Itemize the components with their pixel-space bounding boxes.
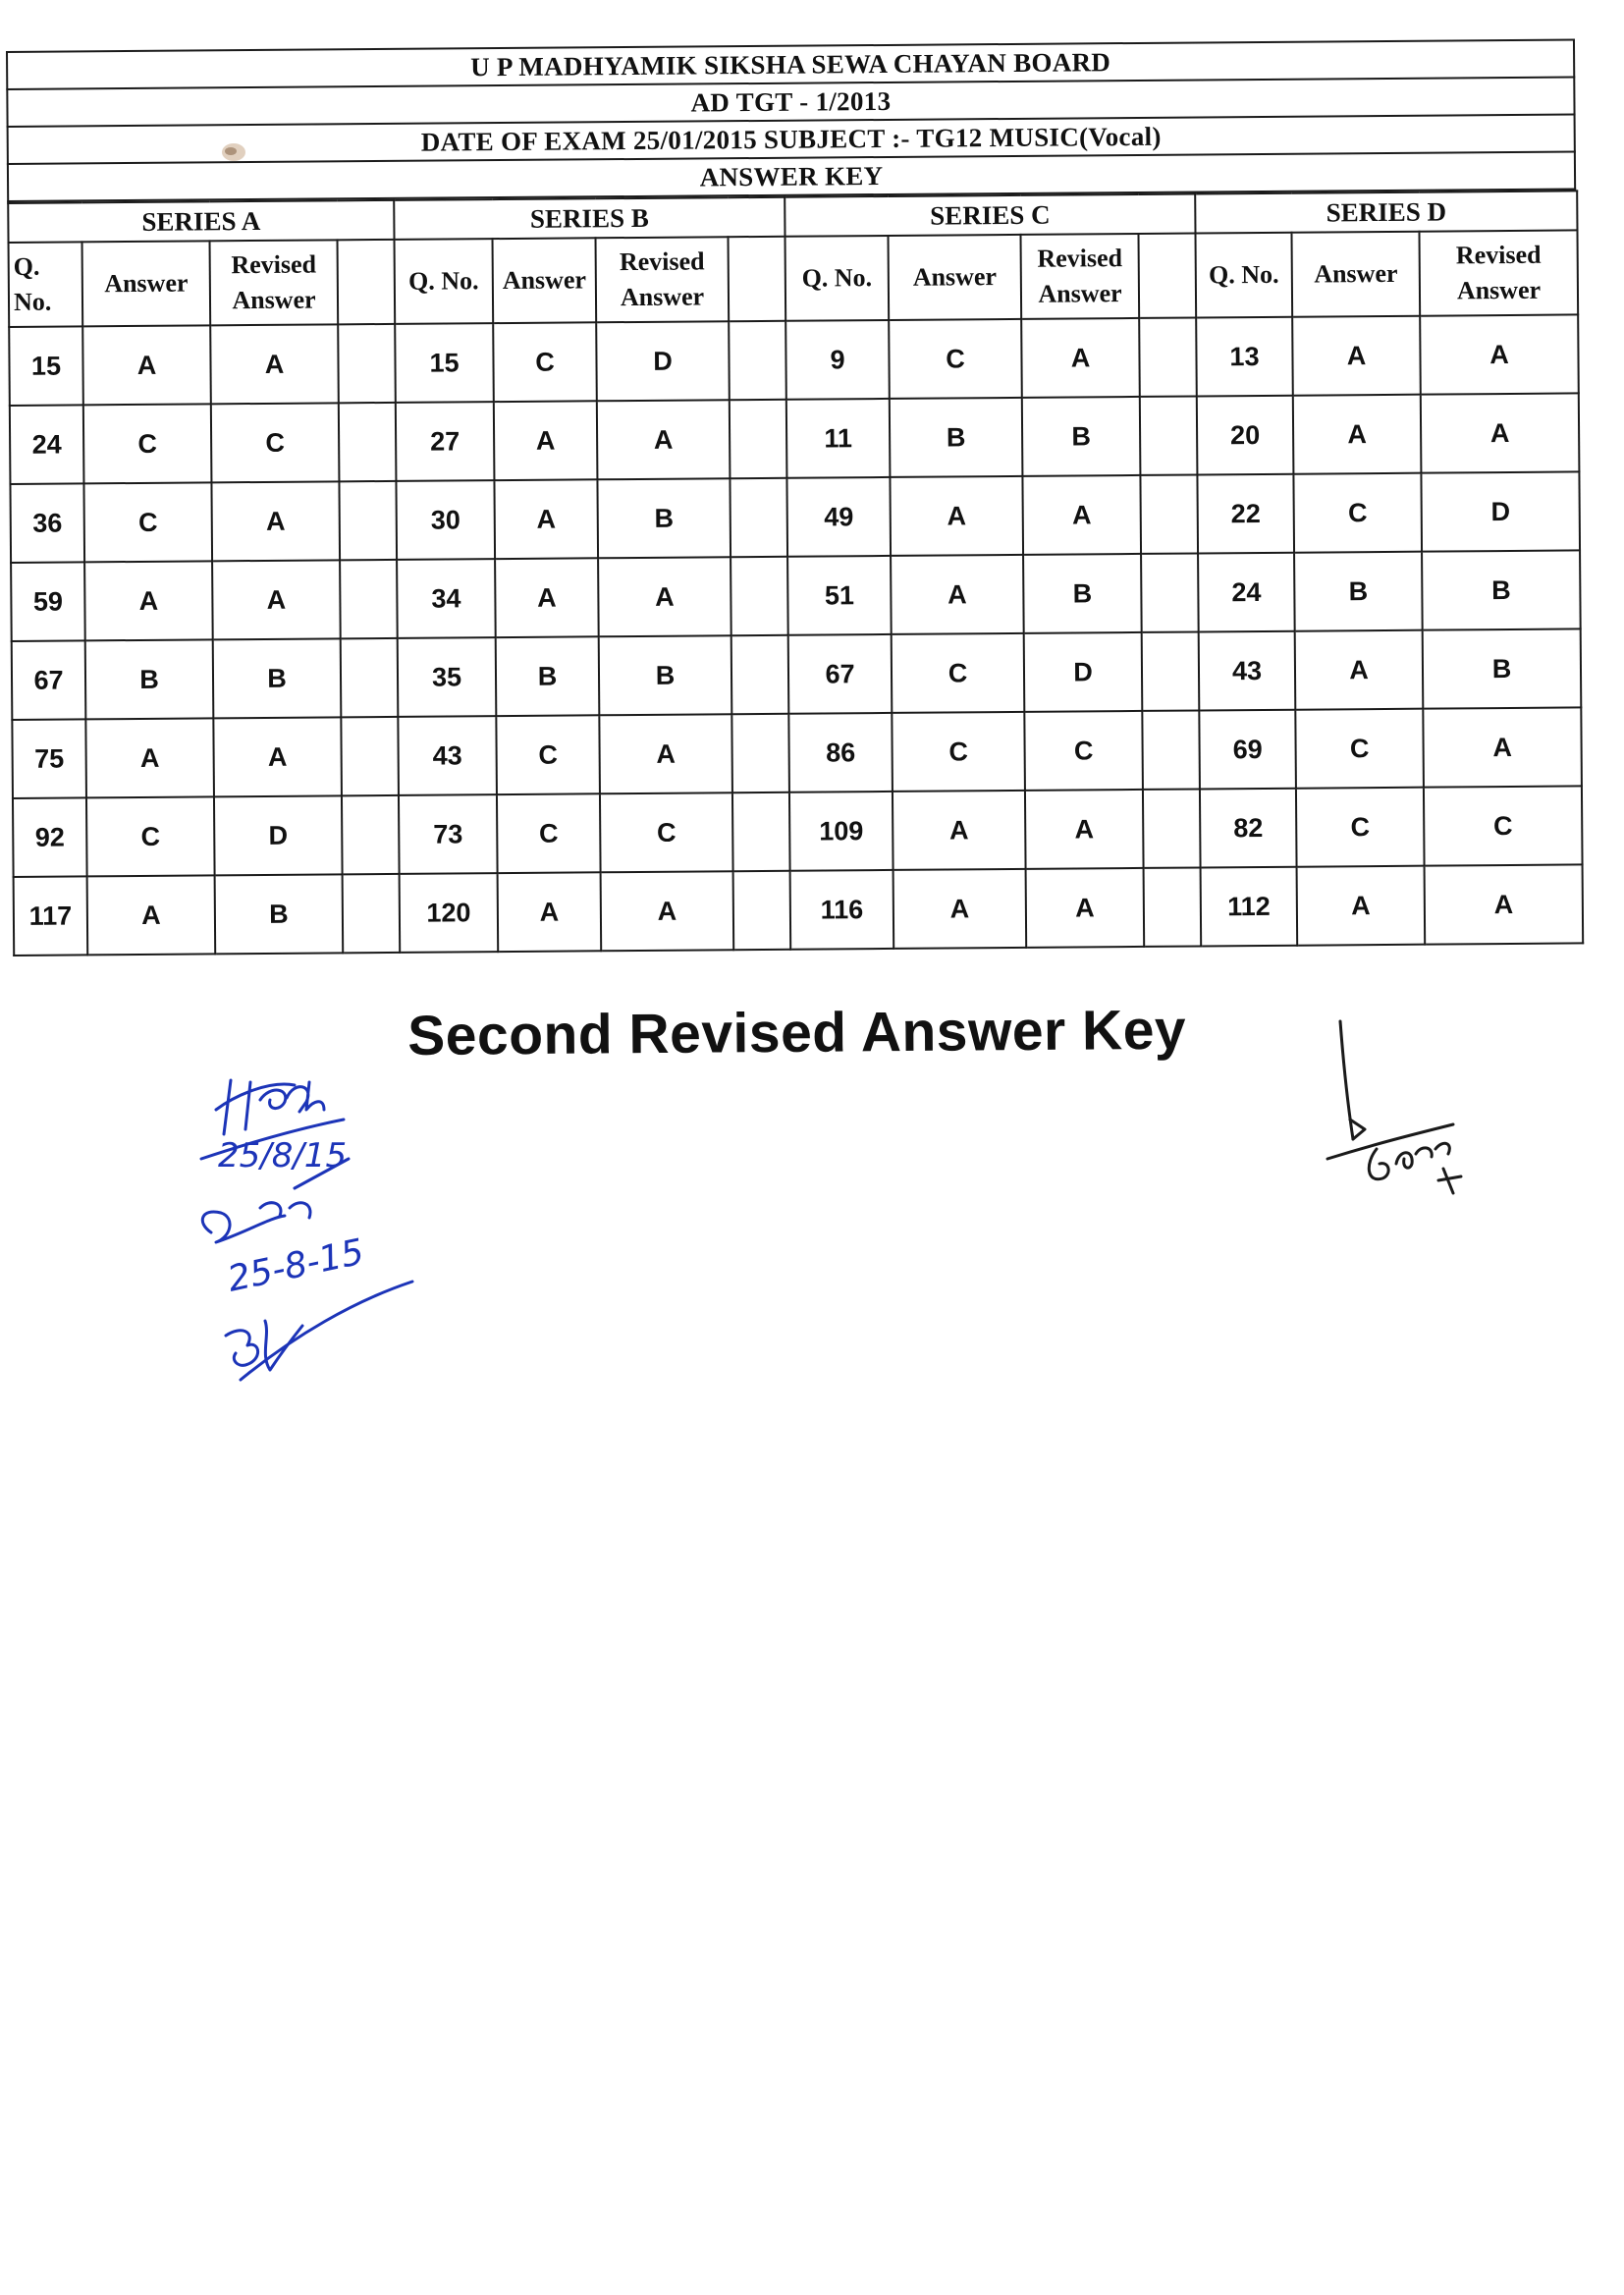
spacer-cell bbox=[1144, 867, 1202, 946]
series-a-qno-cell: 15 bbox=[9, 326, 83, 406]
series-c-qno-cell: 86 bbox=[788, 713, 893, 792]
spacer-cell bbox=[338, 240, 396, 324]
spacer-cell bbox=[341, 638, 399, 717]
series-d-title: SERIES D bbox=[1195, 191, 1577, 233]
series-a-revised-answer-cell: D bbox=[214, 795, 343, 875]
answer-row bbox=[13, 786, 1583, 877]
series-d-qno-cell: 13 bbox=[1196, 317, 1293, 397]
series-c-qno-cell: 116 bbox=[790, 870, 894, 950]
series-d-answer-cell: A bbox=[1292, 316, 1421, 396]
series-b-qno-cell: 27 bbox=[396, 402, 495, 481]
series-b-revised-answer-cell: B bbox=[597, 478, 731, 558]
series-d-revised-answer-cell: B bbox=[1422, 550, 1581, 629]
series-d-revised-answer-cell: C bbox=[1424, 786, 1583, 865]
series-d-answer-cell: A bbox=[1295, 630, 1424, 710]
date-note-1: 25/8/15 bbox=[218, 1136, 348, 1175]
spacer-cell bbox=[338, 324, 396, 403]
answer-row bbox=[10, 471, 1580, 563]
series-b-qno-cell: 73 bbox=[399, 794, 498, 874]
series-d-answer-cell: A bbox=[1293, 395, 1422, 474]
series-b-answer-cell: A bbox=[495, 558, 599, 637]
answer-row bbox=[12, 628, 1582, 720]
answer-rows bbox=[9, 314, 1583, 956]
series-c-qno-cell: 9 bbox=[785, 320, 890, 400]
series-c-title: SERIES C bbox=[785, 193, 1195, 236]
spacer-cell bbox=[343, 874, 401, 953]
series-d-qno-cell: 22 bbox=[1197, 474, 1294, 554]
series-d-qno-cell: 43 bbox=[1199, 631, 1296, 711]
series-d-answer-cell: C bbox=[1295, 709, 1424, 789]
series-b-answer-cell: C bbox=[497, 793, 601, 873]
series-c-revised-answer-cell: D bbox=[1024, 632, 1143, 712]
series-a-answer-cell: C bbox=[83, 482, 212, 562]
series-c-revised-answer-cell: C bbox=[1024, 711, 1143, 791]
spacer-cell bbox=[339, 403, 397, 481]
series-a-revised-answer-cell: B bbox=[215, 874, 344, 954]
series-a-answer-cell: B bbox=[85, 639, 214, 719]
spacer-cell bbox=[730, 400, 787, 478]
series-a-qno-cell: 67 bbox=[12, 640, 86, 720]
series-d-qno-cell: 24 bbox=[1198, 553, 1295, 632]
spacer-cell bbox=[1142, 631, 1200, 710]
spacer-cell bbox=[731, 714, 789, 792]
answer-row bbox=[14, 864, 1584, 956]
answer-row bbox=[12, 707, 1582, 798]
series-b-revised-answer-cell: B bbox=[599, 635, 732, 715]
series-b-revised-answer-cell: C bbox=[600, 792, 733, 872]
series-b-answer-cell: A bbox=[494, 479, 598, 559]
handwritten-signature-right bbox=[1306, 1002, 1502, 1228]
series-c-revised-answer-cell: A bbox=[1021, 318, 1140, 398]
answer-key-table bbox=[7, 190, 1584, 956]
answer-row bbox=[11, 550, 1581, 641]
series-a-answer-cell: A bbox=[84, 561, 213, 640]
series-d-revised-answer-cell: D bbox=[1421, 471, 1580, 551]
series-a-revised-header: Revised Answer bbox=[210, 240, 339, 325]
series-d-answer-cell: C bbox=[1296, 788, 1425, 867]
spacer-cell bbox=[729, 237, 786, 321]
series-c-answer-cell: C bbox=[889, 319, 1022, 399]
series-b-qno-header: Q. No. bbox=[395, 239, 494, 324]
series-c-revised-header: Revised Answer bbox=[1021, 234, 1140, 319]
spacer-cell bbox=[1140, 396, 1198, 474]
series-d-revised-answer-cell: B bbox=[1423, 628, 1582, 708]
series-d-revised-answer-cell: A bbox=[1421, 393, 1580, 472]
series-b-title: SERIES B bbox=[394, 197, 785, 240]
series-c-qno-cell: 51 bbox=[787, 556, 892, 635]
series-d-qno-cell: 69 bbox=[1199, 710, 1296, 790]
series-b-revised-header: Revised Answer bbox=[596, 237, 730, 322]
answer-key-sheet bbox=[6, 38, 1582, 956]
series-c-answer-cell: A bbox=[893, 791, 1026, 870]
board-name: U P MADHYAMIK SIKSHA SEWA CHAYAN BOARD bbox=[7, 39, 1574, 89]
series-c-answer-cell: A bbox=[890, 476, 1023, 556]
series-b-answer-cell: C bbox=[493, 322, 597, 402]
series-b-revised-answer-cell: A bbox=[601, 871, 734, 951]
series-c-qno-cell: 109 bbox=[789, 792, 893, 871]
spacer-cell bbox=[1143, 789, 1201, 867]
series-c-answer-cell: B bbox=[890, 398, 1023, 477]
spacer-cell bbox=[731, 557, 788, 635]
spacer-cell bbox=[341, 717, 399, 795]
series-b-answer-cell: A bbox=[498, 872, 602, 952]
series-a-revised-answer-cell: A bbox=[212, 560, 341, 639]
series-b-answer-cell: B bbox=[496, 636, 600, 716]
series-a-revised-answer-cell: B bbox=[213, 638, 342, 718]
series-a-qno-cell: 75 bbox=[12, 719, 86, 798]
series-b-revised-answer-cell: D bbox=[596, 321, 730, 401]
series-c-qno-cell: 49 bbox=[786, 477, 891, 557]
series-a-revised-answer-cell: A bbox=[210, 324, 339, 404]
series-d-answer-header: Answer bbox=[1292, 232, 1421, 317]
series-d-answer-cell: C bbox=[1293, 473, 1422, 553]
series-c-qno-cell: 67 bbox=[788, 634, 893, 714]
series-b-qno-cell: 34 bbox=[397, 559, 496, 638]
spacer-cell bbox=[1139, 233, 1197, 317]
series-c-revised-answer-cell: A bbox=[1026, 868, 1145, 948]
series-b-qno-cell: 43 bbox=[398, 716, 497, 795]
series-b-revised-answer-cell: A bbox=[597, 400, 731, 479]
series-d-revised-answer-cell: A bbox=[1425, 864, 1584, 944]
series-d-answer-cell: A bbox=[1297, 866, 1426, 946]
series-a-qno-cell: 59 bbox=[11, 562, 85, 641]
spacer-cell bbox=[339, 481, 397, 560]
series-b-answer-cell: A bbox=[494, 401, 598, 480]
spacer-cell bbox=[732, 792, 790, 871]
series-c-answer-cell: A bbox=[893, 869, 1027, 949]
column-header-row bbox=[9, 230, 1579, 327]
series-a-answer-header: Answer bbox=[82, 241, 211, 326]
spacer-cell bbox=[342, 795, 400, 874]
exam-code: AD TGT - 1/2013 bbox=[7, 77, 1574, 127]
answer-row bbox=[10, 393, 1580, 484]
series-d-revised-answer-cell: A bbox=[1423, 707, 1582, 787]
series-c-qno-cell: 11 bbox=[786, 399, 891, 478]
series-a-answer-cell: A bbox=[87, 875, 216, 955]
series-a-answer-cell: A bbox=[85, 718, 214, 797]
series-b-qno-cell: 15 bbox=[395, 323, 494, 403]
series-b-revised-answer-cell: A bbox=[599, 714, 732, 793]
series-a-qno-cell: 24 bbox=[10, 405, 84, 484]
series-a-qno-cell: 92 bbox=[13, 797, 87, 877]
series-c-answer-cell: C bbox=[892, 712, 1025, 792]
series-c-qno-header: Q. No. bbox=[785, 236, 890, 321]
series-c-revised-answer-cell: A bbox=[1022, 475, 1141, 555]
exam-info: DATE OF EXAM 25/01/2015 SUBJECT :- TG12 MUSIC(Vocal) bbox=[8, 114, 1575, 164]
spacer-cell bbox=[730, 478, 787, 557]
spacer-cell bbox=[731, 635, 789, 714]
series-d-qno-cell: 20 bbox=[1197, 396, 1294, 475]
series-a-qno-header: Q. No. bbox=[9, 242, 83, 327]
series-c-answer-cell: C bbox=[892, 633, 1025, 713]
series-a-title: SERIES A bbox=[8, 200, 394, 243]
series-d-revised-answer-cell: A bbox=[1420, 314, 1579, 394]
series-d-qno-cell: 82 bbox=[1200, 789, 1297, 868]
spacer-cell bbox=[733, 871, 791, 950]
series-d-qno-header: Q. No. bbox=[1196, 233, 1293, 318]
series-a-answer-cell: C bbox=[86, 796, 215, 876]
series-b-qno-cell: 120 bbox=[400, 873, 499, 953]
series-a-qno-cell: 36 bbox=[10, 483, 84, 563]
series-d-answer-cell: B bbox=[1294, 552, 1423, 631]
series-c-revised-answer-cell: B bbox=[1022, 397, 1141, 476]
date-note-2: 25-8-15 bbox=[224, 1231, 368, 1300]
series-a-revised-answer-cell: C bbox=[211, 403, 340, 482]
spacer-cell bbox=[1139, 317, 1197, 396]
answer-row bbox=[9, 314, 1579, 406]
series-b-qno-cell: 30 bbox=[396, 480, 495, 560]
series-a-qno-cell: 117 bbox=[14, 876, 88, 956]
spacer-cell bbox=[729, 321, 786, 400]
handwritten-signatures-left bbox=[177, 1041, 471, 1404]
series-c-revised-answer-cell: A bbox=[1025, 790, 1144, 869]
spacer-cell bbox=[1141, 553, 1199, 631]
series-b-revised-answer-cell: A bbox=[598, 557, 731, 636]
series-a-answer-cell: C bbox=[83, 404, 212, 483]
spacer-cell bbox=[340, 560, 398, 638]
series-c-answer-header: Answer bbox=[889, 235, 1022, 320]
spacer-cell bbox=[1142, 710, 1200, 789]
series-b-answer-header: Answer bbox=[493, 238, 597, 323]
series-a-revised-answer-cell: A bbox=[213, 717, 342, 796]
series-b-qno-cell: 35 bbox=[398, 637, 497, 717]
answer-key-title: ANSWER KEY bbox=[8, 151, 1575, 201]
series-a-revised-answer-cell: A bbox=[211, 481, 340, 561]
series-c-revised-answer-cell: B bbox=[1023, 554, 1142, 633]
series-a-answer-cell: A bbox=[82, 325, 211, 405]
signature-3 bbox=[226, 1282, 412, 1380]
series-d-revised-header: Revised Answer bbox=[1420, 230, 1579, 315]
series-c-answer-cell: A bbox=[891, 555, 1024, 634]
second-revised-title: Second Revised Answer Key bbox=[407, 998, 1187, 1067]
spacer-cell bbox=[1140, 474, 1198, 553]
header-table bbox=[6, 38, 1576, 202]
series-d-qno-cell: 112 bbox=[1201, 867, 1298, 947]
series-b-answer-cell: C bbox=[496, 715, 600, 794]
